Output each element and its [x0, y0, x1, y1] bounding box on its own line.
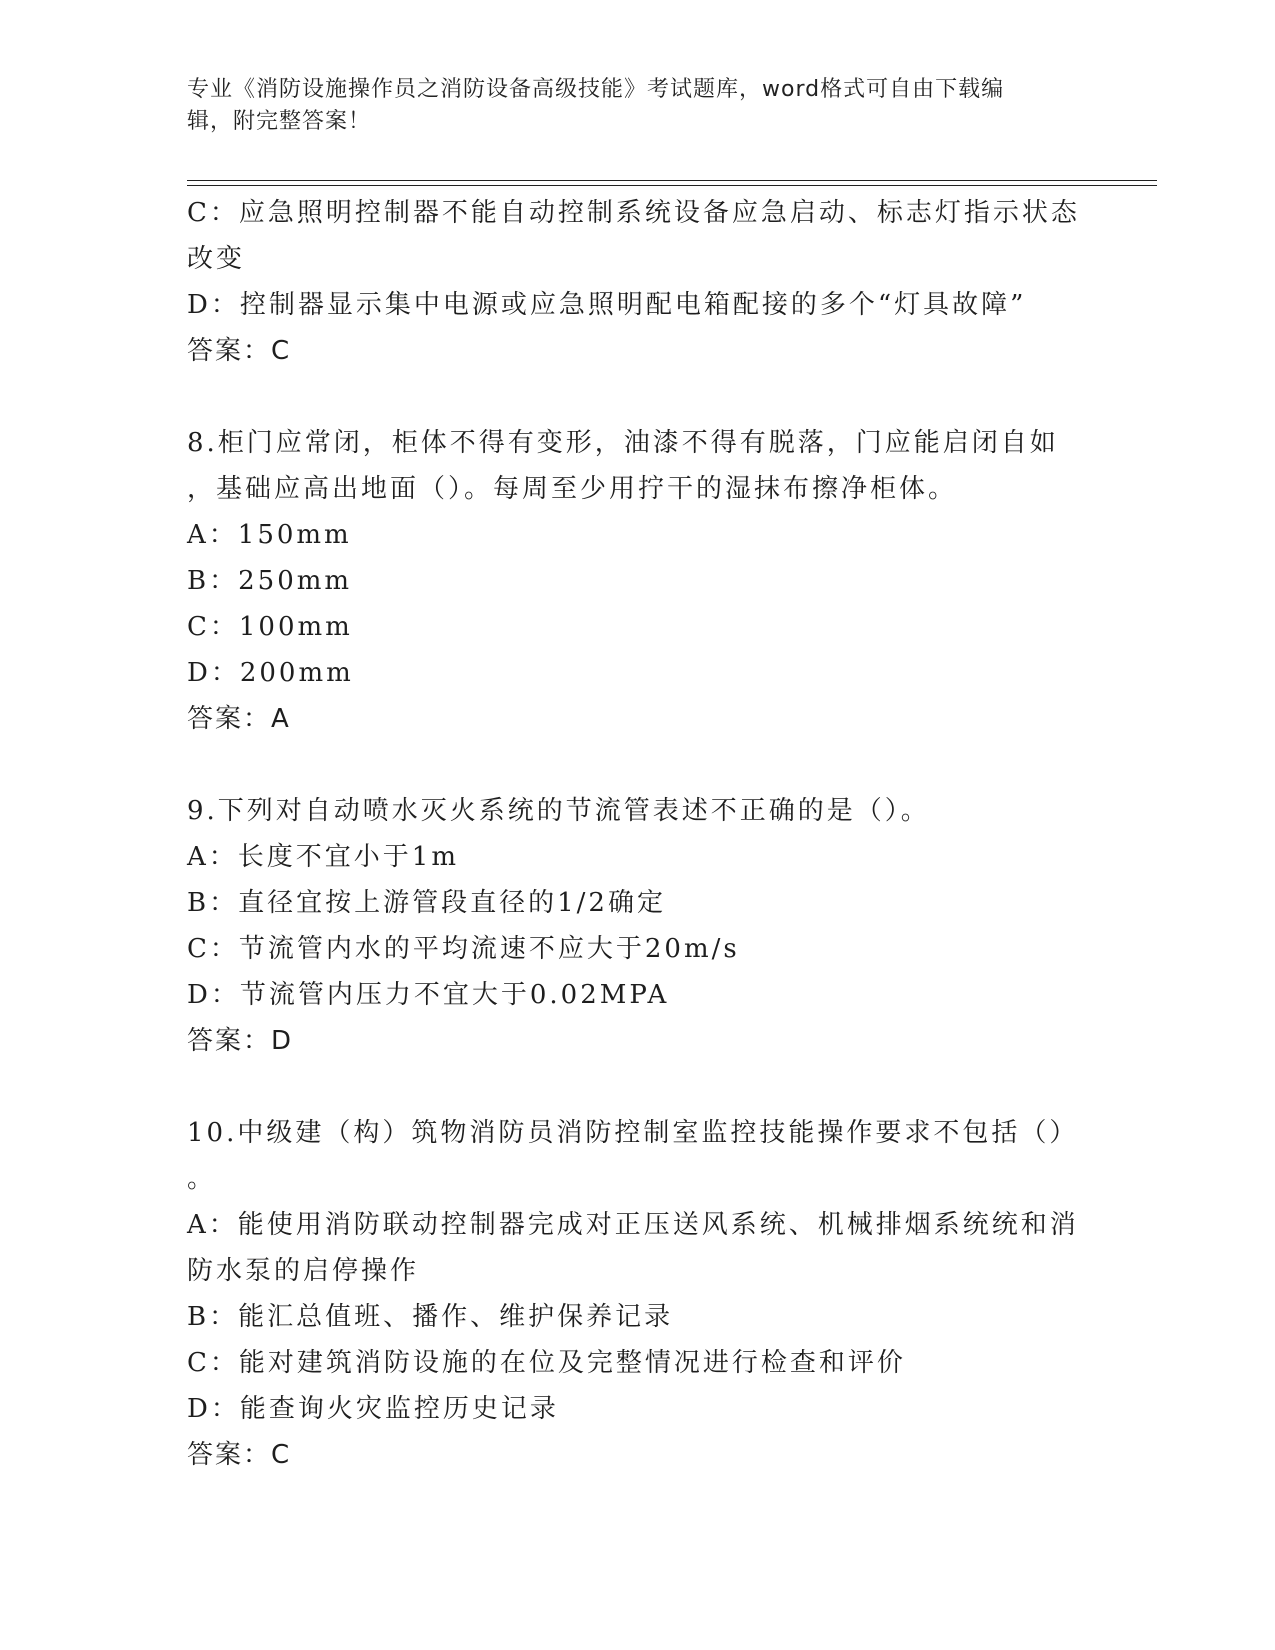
option-c: C：应急照明控制器不能自动控制系统设备应急启动、标志灯指示状态	[187, 198, 1080, 228]
question-9	[187, 788, 1087, 1064]
option-d: D：能查询火灾监控历史记录	[187, 1394, 559, 1424]
option-d: D：200mm	[187, 658, 354, 688]
question-10	[187, 1110, 1087, 1478]
question-stem-continued: 。	[187, 1164, 217, 1194]
answer-line: 答案：D	[187, 1026, 294, 1056]
option-a: A：150mm	[187, 520, 352, 550]
option-c: C：能对建筑消防设施的在位及完整情况进行检查和评价	[187, 1348, 906, 1378]
option-c: C：节流管内水的平均流速不应大于20m/s	[187, 934, 740, 964]
header-note-line-2: 辑，附完整答案！	[187, 109, 372, 134]
header-divider-top	[187, 180, 1157, 181]
question-list	[187, 190, 1087, 1478]
option-d: D：节流管内压力不宜大于0.02MPA	[187, 980, 670, 1010]
question-stem: 10.中级建（构）筑物消防员消防控制室监控技能操作要求不包括（）	[187, 1118, 1079, 1148]
option-a-continued: 防水泵的启停操作	[187, 1256, 420, 1286]
question-stem: 8.柜门应常闭，柜体不得有变形，油漆不得有脱落，门应能启闭自如	[187, 428, 1059, 458]
answer-line: 答案：C	[187, 1440, 292, 1470]
spacer	[187, 1064, 1087, 1110]
option-b: B：能汇总值班、播作、维护保养记录	[187, 1302, 674, 1332]
option-a: A：能使用消防联动控制器完成对正压送风系统、机械排烟系统统和消	[187, 1210, 1079, 1240]
question-stem: 9.下列对自动喷水灭火系统的节流管表述不正确的是（）。	[187, 796, 930, 826]
answer-line: 答案：C	[187, 336, 292, 366]
spacer	[187, 374, 1087, 420]
option-c: C：100mm	[187, 612, 353, 642]
question-stem-continued: ，基础应高出地面（）。每周至少用拧干的湿抹布擦净柜体。	[187, 474, 958, 504]
option-d: D：控制器显示集中电源或应急照明配电箱配接的多个“灯具故障”	[187, 290, 1027, 320]
header-note	[187, 74, 1067, 138]
option-a: A：长度不宜小于1m	[187, 842, 459, 872]
option-c-continued: 改变	[187, 244, 246, 274]
header-note-line-1: 专业《消防设施操作员之消防设备高级技能》考试题库，word格式可自由下载编	[187, 77, 1005, 102]
option-b: B：250mm	[187, 566, 353, 596]
question-7-tail	[187, 190, 1087, 374]
question-8	[187, 420, 1087, 742]
option-b: B：直径宜按上游管段直径的1/2确定	[187, 888, 666, 918]
spacer	[187, 742, 1087, 788]
answer-line: 答案：A	[187, 704, 291, 734]
header-divider-bottom	[187, 185, 1157, 186]
